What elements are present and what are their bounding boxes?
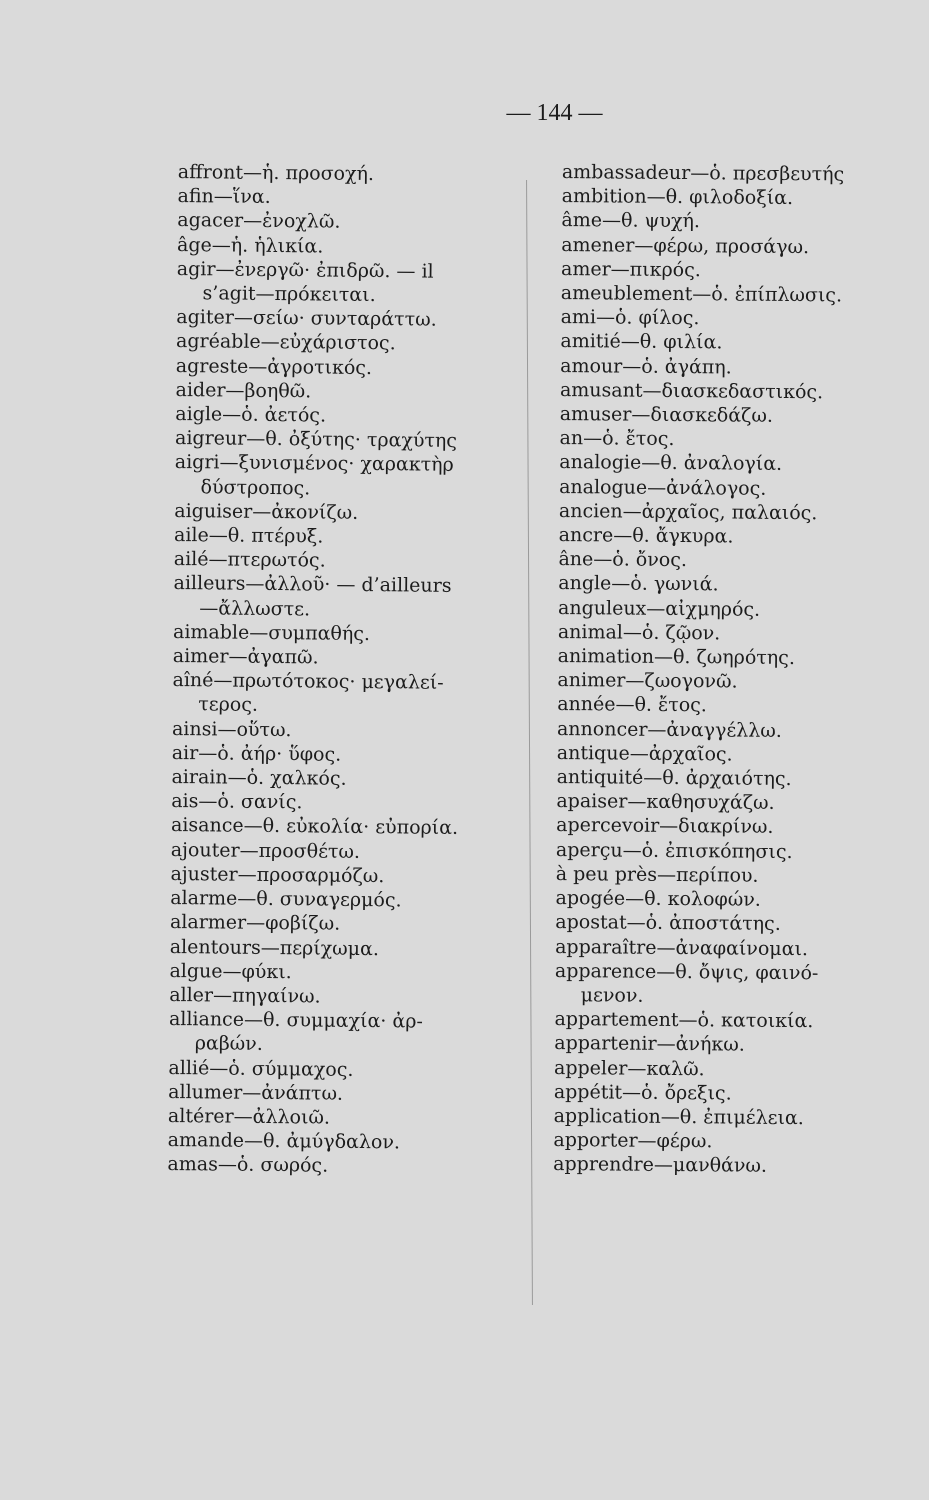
dictionary-entry: aigri—ξυνισμένος· χαρακτὴρ bbox=[174, 451, 454, 477]
dictionary-entry: aile—θ. πτέρυξ. bbox=[173, 524, 324, 548]
dictionary-entry: âme—θ. ψυχή. bbox=[561, 209, 701, 233]
dictionary-entry: ajouter—προσθέτω. bbox=[170, 838, 361, 863]
dictionary-entry: apercevoir—διακρίνω. bbox=[556, 814, 774, 839]
entry-continuation: —ἄλλωστε. bbox=[199, 596, 311, 621]
dictionary-entry: ailleurs—ἀλλοῦ· — d’ailleurs bbox=[173, 572, 452, 598]
dictionary-entry: aimer—ἀγαπῶ. bbox=[172, 645, 319, 669]
dictionary-entry: alarmer—φοβίζω. bbox=[169, 911, 341, 936]
dictionary-entry: apprendre—μανθάνω. bbox=[553, 1153, 768, 1178]
dictionary-entry: ameublement—ὁ. ἐπίπλωσις. bbox=[560, 282, 843, 307]
dictionary-entry: ancien—ἀρχαῖος, παλαιός. bbox=[558, 499, 818, 525]
dictionary-entry: ambition—θ. φιλοδοξία. bbox=[561, 185, 794, 210]
dictionary-entry: animer—ζωογονῶ. bbox=[557, 669, 738, 693]
dictionary-entry: alliance—θ. συμμαχία· ἀρ- bbox=[168, 1008, 423, 1033]
dictionary-entry: anguleux—αἰχμηρός. bbox=[557, 596, 761, 621]
dictionary-entry: application—θ. ἐπιμέλεια. bbox=[553, 1104, 804, 1130]
dictionary-entry: ais—ὁ. σανίς. bbox=[171, 790, 303, 814]
dictionary-entry: ambassadeur—ὁ. πρεσβευτής bbox=[561, 160, 845, 186]
dictionary-entry: aller—πηγαίνω. bbox=[169, 983, 321, 1008]
dictionary-entry: algue—φύκι. bbox=[169, 959, 292, 983]
dictionary-entry: appartement—ὁ. κατοικία. bbox=[554, 1008, 814, 1033]
dictionary-entry: apparaître—ἀναφαίνομαι. bbox=[555, 935, 809, 960]
dictionary-entry: aiguiser—ἀκονίζω. bbox=[174, 499, 359, 524]
entry-continuation: s’agit—πρόκειται. bbox=[202, 282, 376, 307]
dictionary-entry: amour—ὁ. ἀγάπη. bbox=[560, 354, 732, 379]
dictionary-entry: antique—ἀρχαῖος. bbox=[556, 741, 733, 766]
dictionary-entry: amer—πικρός. bbox=[560, 257, 701, 282]
dictionary-entry: ajuster—προσαρμόζω. bbox=[170, 862, 385, 888]
left-column bbox=[167, 160, 513, 1180]
dictionary-entry: ainsi—οὕτω. bbox=[171, 717, 292, 741]
dictionary-entry: apporter—φέρω. bbox=[553, 1129, 713, 1153]
dictionary-entry: ailé—πτερωτός. bbox=[173, 548, 326, 572]
right-column bbox=[553, 160, 912, 1180]
dictionary-entry: ami—ὁ. φίλος. bbox=[560, 306, 700, 330]
dictionary-entry: âge—ἡ. ἡλικία. bbox=[176, 233, 324, 258]
dictionary-entry: agreste—ἀγροτικός. bbox=[175, 354, 373, 379]
dictionary-entry: aigle—ὁ. ἀετός. bbox=[175, 403, 327, 427]
dictionary-entry: appeler—καλῶ. bbox=[553, 1056, 705, 1080]
dictionary-entry: alarme—θ. συναγερμός. bbox=[170, 887, 402, 912]
dictionary-entry: aperçu—ὁ. ἐπισκόπησις. bbox=[555, 838, 793, 863]
dictionary-entry: âne—ὁ. ὄνος. bbox=[558, 548, 688, 572]
dictionary-entry: apaiser—καθησυχάζω. bbox=[556, 790, 775, 815]
dictionary-entry: animation—θ. ζωηρότης. bbox=[557, 645, 796, 670]
dictionary-entry: amitié—θ. φιλία. bbox=[560, 330, 723, 354]
dictionary-entry: année—θ. ἔτος. bbox=[557, 693, 707, 717]
dictionary-entry: angle—ὁ. γωνιά. bbox=[558, 572, 719, 596]
dictionary-entry: allié—ὁ. σύμμαχος. bbox=[168, 1056, 354, 1081]
column-divider bbox=[526, 180, 533, 1305]
dictionary-entry: apogée—θ. κολοφών. bbox=[555, 887, 761, 911]
dictionary-entry: agacer—ἐνοχλῶ. bbox=[177, 209, 341, 234]
entry-continuation: τερος. bbox=[198, 693, 259, 717]
entry-continuation: δύστροπος. bbox=[200, 475, 311, 500]
dictionary-entry: alentours—περίχωμα. bbox=[169, 935, 380, 960]
dictionary-entry: altérer—ἀλλοιῶ. bbox=[167, 1104, 331, 1129]
dictionary-entry: afin—ἵνα. bbox=[177, 185, 271, 209]
dictionary-entry: airain—ὁ. χαλκός. bbox=[171, 766, 347, 790]
dictionary-entry: amusant—διασκεδαστικός. bbox=[559, 378, 824, 404]
dictionary-entry: affront—ἡ. προσοχή. bbox=[177, 160, 375, 186]
entry-continuation: ραβών. bbox=[194, 1032, 263, 1056]
dictionary-entry: agiter—σείω· συνταράττω. bbox=[176, 306, 437, 331]
dictionary-entry: analogie—θ. ἀναλογία. bbox=[559, 451, 783, 476]
dictionary-entry: aigreur—θ. ὀξύτης· τραχύτης bbox=[174, 427, 458, 453]
dictionary-entry: an—ὁ. ἔτος. bbox=[559, 427, 675, 451]
dictionary-entry: allumer—ἀνάπτω. bbox=[168, 1080, 344, 1105]
dictionary-entry: aimable—συμπαθής. bbox=[172, 620, 371, 645]
dictionary-entry: antiquité—θ. ἀρχαιότης. bbox=[556, 766, 792, 791]
dictionary-entry: amande—θ. ἀμύγδαλον. bbox=[167, 1129, 401, 1154]
dictionary-entry: amas—ὁ. σωρός. bbox=[167, 1153, 329, 1177]
dictionary-entry: appartenir—ἀνήκω. bbox=[554, 1032, 745, 1056]
dictionary-entry: aisance—θ. εὐκολία· εὐπορία. bbox=[170, 814, 459, 840]
dictionary-entry: amuser—διασκεδάζω. bbox=[559, 403, 774, 427]
dictionary-entry: apparence—θ. ὄψις, φαινό- bbox=[554, 959, 819, 984]
dictionary-entry: analogue—ἀνάλογος. bbox=[559, 475, 767, 500]
dictionary-entry: agréable—εὐχάριστος. bbox=[175, 330, 396, 355]
dictionary-entry: air—ὁ. ἀήρ· ὕφος. bbox=[171, 741, 342, 766]
entry-continuation: μενον. bbox=[580, 984, 644, 1007]
dictionary-entry: aider—βοηθῶ. bbox=[175, 378, 312, 403]
dictionary-entry: aîné—πρωτότοκος· μεγαλεί- bbox=[172, 669, 444, 695]
dictionary-entry: à peu près—περίπου. bbox=[555, 862, 759, 887]
page-number: — 144 — bbox=[506, 100, 603, 126]
dictionary-entry: apostat—ὁ. ἀποστάτης. bbox=[555, 911, 781, 936]
dictionary-entry: amener—φέρω, προσάγω. bbox=[561, 233, 810, 258]
dictionary-entry: ancre—θ. ἄγκυρα. bbox=[558, 524, 734, 548]
dictionary-entry: annoncer—ἀναγγέλλω. bbox=[556, 717, 782, 742]
dictionary-entry: appétit—ὁ. ὄρεξις. bbox=[553, 1080, 732, 1105]
dictionary-entry: animal—ὁ. ζῷον. bbox=[557, 620, 721, 645]
dictionary-entry: agir—ἐνεργῶ· ἐπιδρῶ. — il bbox=[176, 257, 434, 283]
